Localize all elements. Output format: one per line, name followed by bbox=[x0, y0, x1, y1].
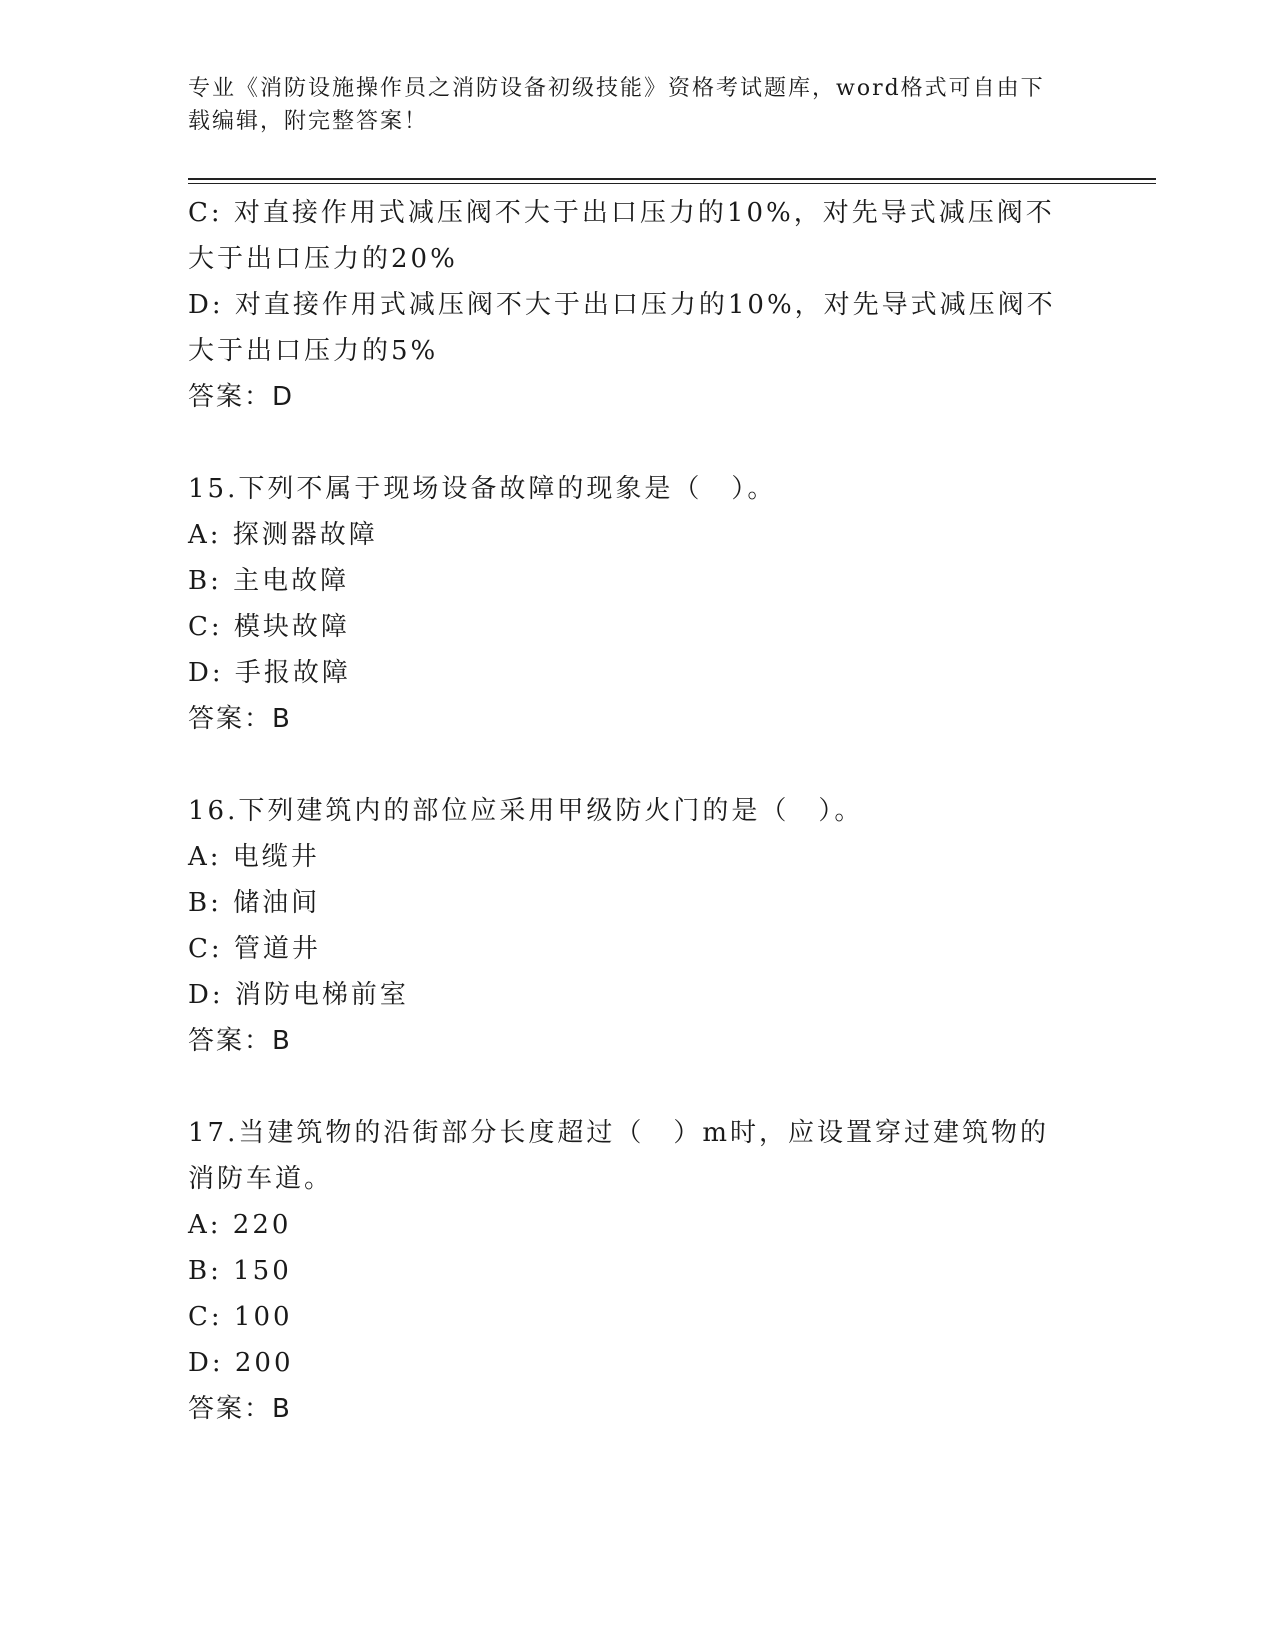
option-c: C: 100 bbox=[188, 1302, 293, 1332]
answer-line: 答案：D bbox=[188, 382, 295, 412]
question-stem: 16.下列建筑内的部位应采用甲级防火门的是（ ）。 bbox=[188, 796, 864, 826]
spacer bbox=[188, 742, 1068, 788]
option-a: A: 电缆井 bbox=[188, 842, 320, 872]
option-c: C: 对直接作用式减压阀不大于出口压力的10%，对先导式减压阀不大于出口压力的20% bbox=[188, 198, 1055, 274]
answer-line: 答案：B bbox=[188, 1394, 292, 1424]
spacer bbox=[188, 1064, 1068, 1110]
option-a: A: 220 bbox=[188, 1210, 292, 1240]
option-d: D: 消防电梯前室 bbox=[188, 980, 409, 1010]
question-17 bbox=[188, 1110, 1068, 1432]
question-16 bbox=[188, 788, 1068, 1064]
option-b: B: 150 bbox=[188, 1256, 292, 1286]
document-header: 专业《消防设施操作员之消防设备初级技能》资格考试题库，word格式可自由下载编辑，附完整答案！ bbox=[188, 76, 1045, 134]
answer-line: 答案：B bbox=[188, 1026, 292, 1056]
spacer bbox=[188, 420, 1068, 466]
option-c: C: 管道井 bbox=[188, 934, 321, 964]
option-c: C: 模块故障 bbox=[188, 612, 350, 642]
option-d: D: 200 bbox=[188, 1348, 294, 1378]
header-rule-thick bbox=[188, 178, 1156, 180]
option-d: D: 手报故障 bbox=[188, 658, 351, 688]
option-a: A: 探测器故障 bbox=[188, 520, 378, 550]
answer-line: 答案：B bbox=[188, 704, 292, 734]
header-rule-thin bbox=[188, 183, 1156, 184]
option-d: D: 对直接作用式减压阀不大于出口压力的10%，对先导式减压阀不大于出口压力的5% bbox=[188, 290, 1056, 366]
question-stem: 15.下列不属于现场设备故障的现象是（ ）。 bbox=[188, 474, 777, 504]
prev-question-block bbox=[188, 190, 1068, 420]
question-stem: 17.当建筑物的沿街部分长度超过（ ）m时，应设置穿过建筑物的消防车道。 bbox=[188, 1118, 1050, 1194]
question-15 bbox=[188, 466, 1068, 742]
question-content bbox=[188, 190, 1068, 1432]
option-b: B: 储油间 bbox=[188, 888, 321, 918]
option-b: B: 主电故障 bbox=[188, 566, 350, 596]
